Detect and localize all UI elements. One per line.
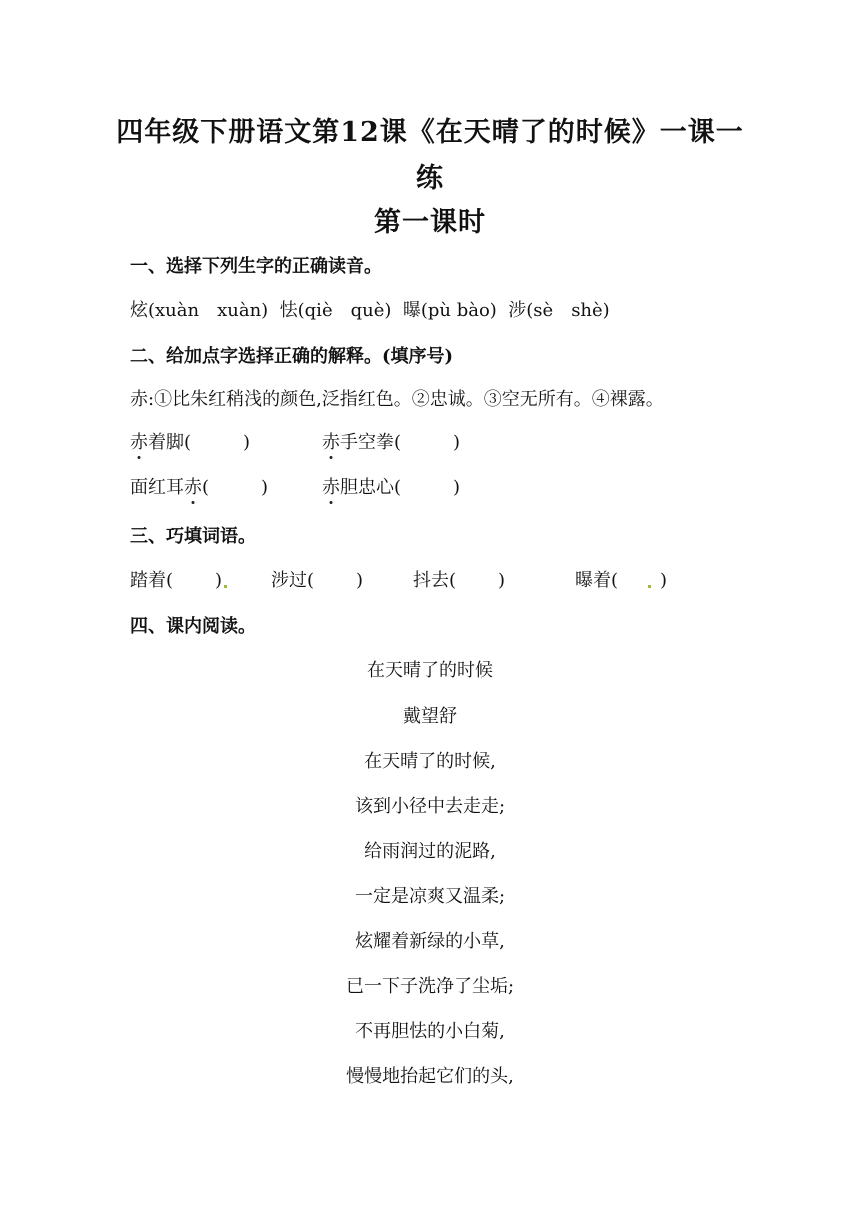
dotted-char: 赤	[322, 473, 340, 499]
section-4-heading: 四、课内阅读。	[130, 616, 256, 637]
poem-title: 在天晴了的时候	[367, 660, 493, 681]
pronunciation-line	[130, 296, 610, 322]
section-1-heading: 一、选择下列生字的正确读音。	[130, 256, 382, 277]
poem-line: 慢慢地抬起它们的头,	[346, 1066, 514, 1087]
poem-line: 已一下子洗净了尘垢;	[345, 976, 515, 997]
section-3-heading: 三、巧填词语。	[130, 526, 256, 547]
answer-blank[interactable]	[618, 570, 660, 591]
dotted-char: 赤	[184, 473, 202, 499]
poem-line: 一定是凉爽又温柔;	[354, 886, 506, 907]
fill-item: 踏着( )	[130, 566, 271, 592]
dotted-char: 赤	[130, 428, 148, 454]
fill-words-row	[130, 566, 667, 592]
decorative-mark	[648, 585, 651, 588]
pron-char: 怯	[279, 300, 298, 321]
poem-line: 不再胆怯的小白菊,	[355, 1021, 505, 1042]
pron-options: (qiè què)	[297, 300, 392, 321]
section-2-heading: 二、给加点字选择正确的解释。(填序号)	[130, 346, 454, 367]
pron-char: 涉	[508, 300, 527, 321]
choice-item: 赤着脚( )	[130, 428, 322, 454]
poem-author: 戴望舒	[403, 706, 457, 727]
pron-char: 曝	[402, 300, 421, 321]
poem-line: 在天晴了的时候,	[364, 751, 496, 772]
choice-row	[130, 428, 460, 454]
pron-options: (sè shè)	[526, 300, 610, 321]
fill-item: 涉过( )	[271, 570, 364, 591]
poem-line: 给雨润过的泥路,	[364, 841, 496, 862]
choice-item: 赤手空拳( )	[322, 428, 460, 454]
poem-line: 该到小径中去走走;	[354, 796, 506, 817]
fill-item: 曝着( )	[575, 570, 668, 591]
document-title: 四年级下册语文第12课《在天晴了的时候》一课一	[116, 117, 744, 148]
poem-line: 炫耀着新绿的小草,	[355, 931, 505, 952]
choice-item: 面红耳赤( )	[130, 473, 322, 499]
decorative-mark	[224, 585, 227, 588]
choice-item: 赤胆忠心( )	[322, 473, 460, 499]
lesson-subtitle: 第一课时	[374, 207, 486, 238]
definition-line: 赤:①比朱红稍浅的颜色,泛指红色。②忠诚。③空无所有。④裸露。	[130, 389, 664, 410]
fill-item: 抖去( )	[413, 570, 506, 591]
pron-char: 炫	[130, 300, 148, 321]
pron-options: (pù bào)	[420, 300, 497, 321]
dotted-char: 赤	[322, 428, 340, 454]
document-title-continued: 练	[416, 163, 444, 194]
pron-options: (xuàn xuàn)	[148, 300, 269, 321]
choice-row	[130, 473, 460, 499]
